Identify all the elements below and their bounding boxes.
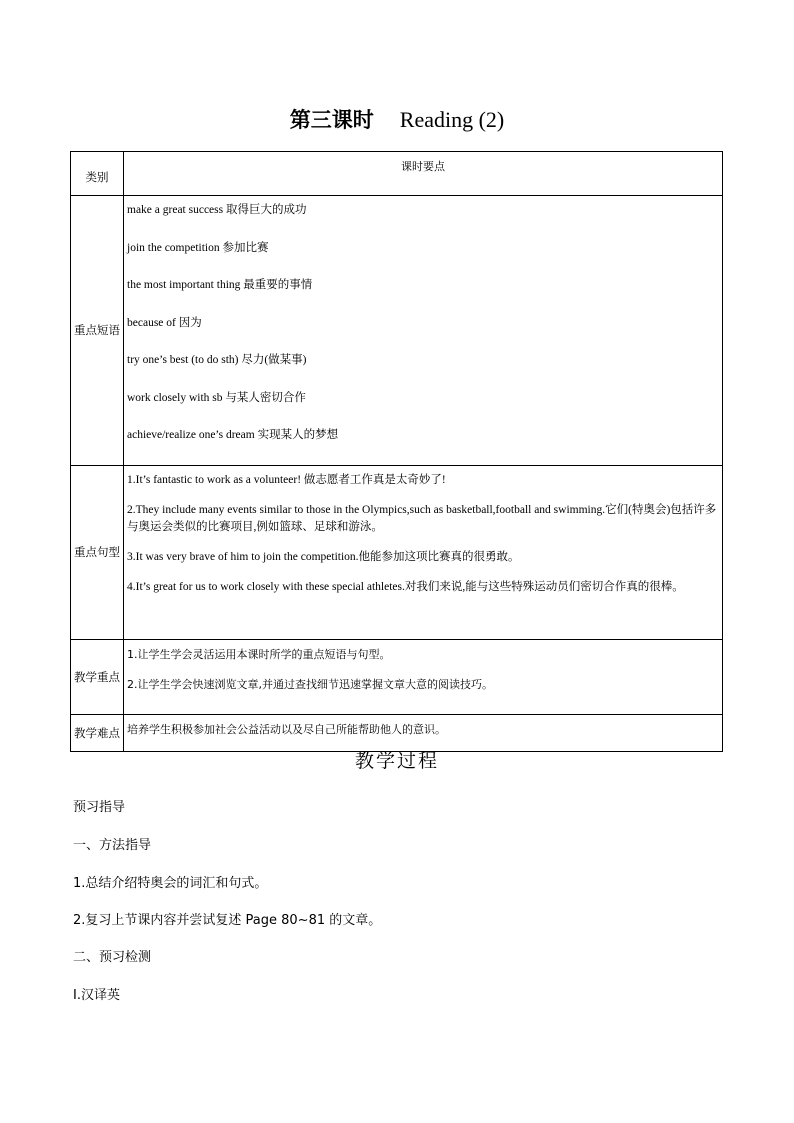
process-title: 教学过程 (354, 750, 439, 772)
phrase-item: work closely with sb 与某人密切合作 (127, 391, 306, 404)
focus-item: 1.让学生学会灵活运用本课时所学的重点短语与句型。 (127, 647, 391, 661)
row-category: 教学重点 (71, 639, 124, 714)
sentence-item: 3.It was very brave of him to join the competition.他能参加这项比赛真的很勇敢。 (127, 550, 520, 563)
difficulty-item: 培养学生积极参加社会公益活动以及尽自己所能帮助他人的意识。 (127, 722, 446, 736)
phrase-item: achieve/realize one’s dream 实现某人的梦想 (127, 429, 339, 441)
phrase-item: make a great success 取得巨大的成功 (127, 204, 307, 216)
method-guide-heading: 一、方法指导 (73, 838, 152, 853)
lesson-title-en: Reading (2) (399, 107, 505, 132)
row-content (124, 465, 723, 639)
lesson-plan-table (70, 151, 723, 752)
table-row (71, 196, 723, 466)
phrase-item: the most important thing 最重要的事情 (127, 279, 313, 291)
lesson-title (0, 104, 794, 134)
exercise-heading: Ⅰ.汉译英 (73, 988, 120, 1003)
focus-item: 2.让学生学会快速浏览文章,并通过查找细节迅速掌握文章大意的阅读技巧。 (127, 677, 493, 691)
row-content (124, 639, 723, 714)
phrase-item: try one’s best (to do sth) 尽力(做某事) (127, 354, 307, 366)
sentence-item: 4.It’s great for us to work closely with these special athletes.对我们来说,能与这些特殊运动员们密切合作真的很棒。 (127, 580, 684, 593)
row-category: 重点短语 (71, 196, 124, 466)
table-row (71, 465, 723, 639)
lesson-title-cn: 第三课时 (289, 107, 374, 132)
row-category: 教学难点 (71, 714, 124, 751)
table-header-row (71, 152, 723, 196)
header-content: 课时要点 (124, 152, 723, 196)
preview-check-heading: 二、预习检测 (73, 950, 152, 965)
row-category: 重点句型 (71, 465, 124, 639)
header-category: 类别 (71, 152, 124, 196)
phrase-item: because of 因为 (127, 316, 202, 329)
method-item: 1.总结介绍特奥会的词汇和句式。 (73, 876, 268, 891)
preview-guide-heading: 预习指导 (73, 800, 126, 815)
table-row (71, 639, 723, 714)
row-content (124, 196, 723, 466)
sentence-item: 1.It’s fantastic to work as a volunteer! 做志愿者工作真是太奇妙了! (127, 473, 446, 486)
method-item: 2.复习上节课内容并尝试复述 Page 80~81 的文章。 (73, 913, 382, 928)
sentence-item: 2.They include many events similar to those in the Olympics,such as basketball,football and swimming.它们(特奥会)包括许多与奥运会类似的比赛项目,例如篮球、足球和游泳。 (127, 503, 717, 533)
phrase-item: join the competition 参加比赛 (127, 241, 269, 254)
